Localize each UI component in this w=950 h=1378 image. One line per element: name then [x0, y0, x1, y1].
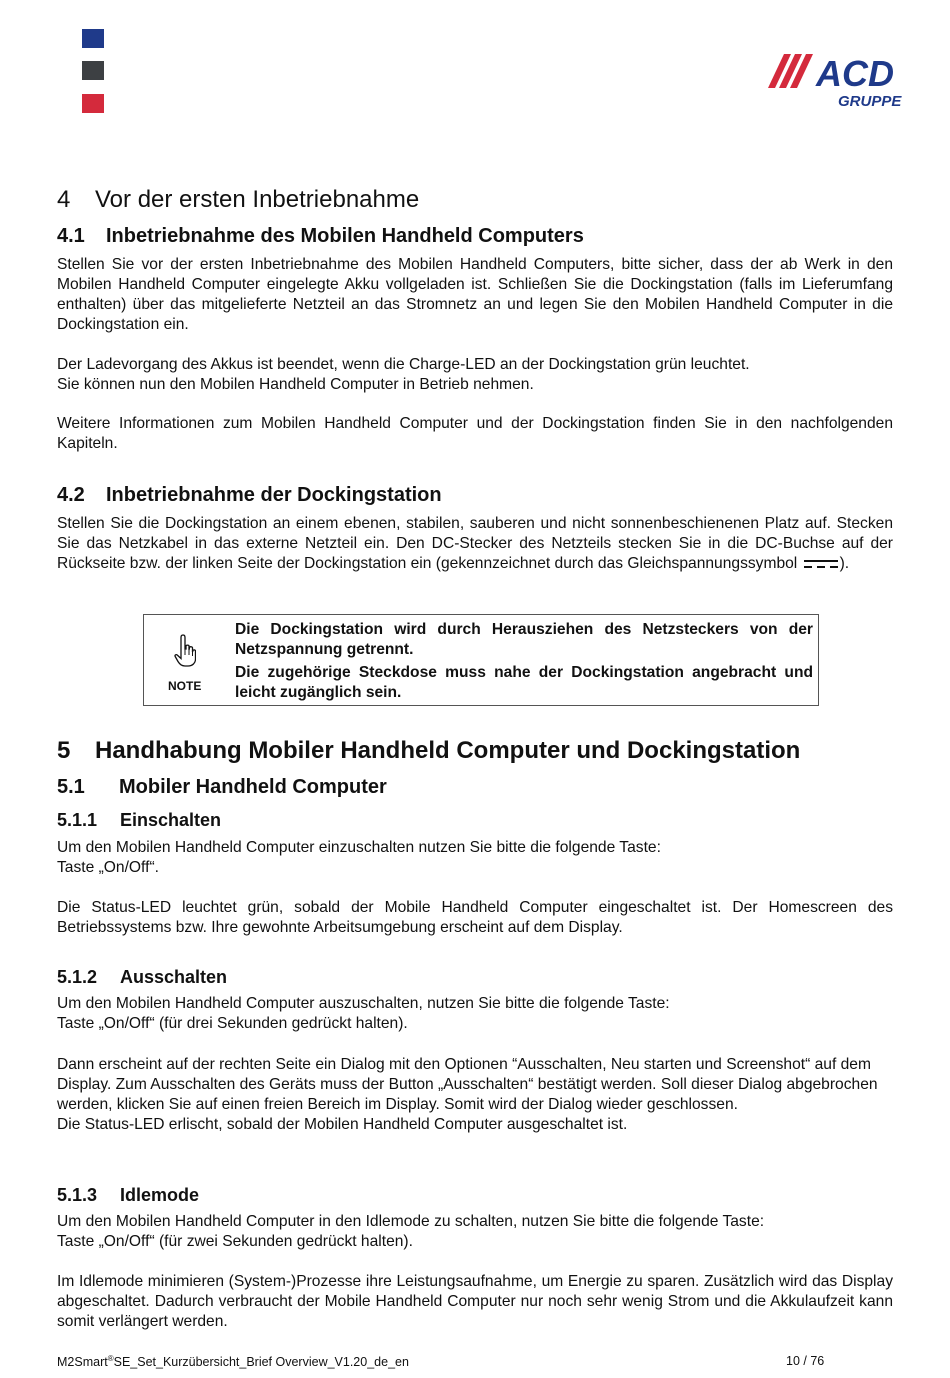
paragraph: Um den Mobilen Handheld Computer einzuschalten nutzen Sie bitte die folgende Taste: Taste „On/Off“.: [57, 839, 661, 876]
dc-voltage-icon: [804, 559, 838, 569]
paragraph: Dann erscheint auf der rechten Seite ein Dialog mit den Optionen “Ausschalten, Neu starten und Screenshot“ auf dem Display. Zum Ausschalten des Geräts muss der Button „Ausschalten“ bestätigt werden. Soll dieser Dialog abgebrochen werden, klicken Sie auf einen freien Bereich im Display. Somit wird der Dialog wieder geschlossen. Die Status-LED erlischt, sobald der Mobilen Handheld Computer ausgeschaltet ist.: [57, 1056, 878, 1133]
section-number: 4.1: [57, 225, 85, 247]
section-5-1-2-heading: [57, 967, 227, 988]
section-title: Mobiler Handheld Computer: [119, 776, 387, 798]
section-4-heading: [57, 186, 419, 214]
note-text: [235, 620, 813, 706]
section-title: Einschalten: [120, 810, 222, 830]
note-line: Die Dockingstation wird durch Herausziehen des Netzsteckers von der Netzspannung getrennt.: [235, 621, 813, 658]
note-line: Die zugehörige Steckdose muss nahe der Dockingstation angebracht und leicht zugänglich sein.: [235, 664, 813, 701]
section-title: Inbetriebnahme des Mobilen Handheld Computers: [106, 225, 584, 247]
section-title: Vor der ersten Inbetriebnahme: [95, 186, 420, 213]
paragraph: Um den Mobilen Handheld Computer auszuschalten, nutzen Sie bitte die folgende Taste: Taste „On/Off“ (für drei Sekunden gedrückt halten).: [57, 995, 670, 1032]
section-title: Ausschalten: [120, 967, 228, 987]
section-title: Inbetriebnahme der Dockingstation: [106, 484, 442, 506]
section-5-1-3-heading: [57, 1185, 199, 1206]
section-4-2-heading: [57, 484, 442, 507]
section-title: Handhabung Mobiler Handheld Computer und Dockingstation: [95, 737, 801, 764]
paragraph: Um den Mobilen Handheld Computer in den Idlemode zu schalten, nutzen Sie bitte die folgende Taste: Taste „On/Off“ (für zwei Sekunden gedrückt halten).: [57, 1213, 765, 1250]
section-number: 5.1.1: [57, 810, 98, 830]
logo-subtext: GRUPPE: [838, 93, 902, 110]
section-5-1-1-heading: [57, 810, 221, 831]
logo-square-blue: [82, 29, 104, 48]
note-box: [143, 614, 819, 706]
note-label: NOTE: [168, 679, 202, 693]
paragraph: Weitere Informationen zum Mobilen Handheld Computer und der Dockingstation finden Sie in den nachfolgenden Kapiteln.: [57, 415, 893, 452]
paragraph: Der Ladevorgang des Akkus ist beendet, wenn die Charge-LED an der Dockingstation grün leuchtet. Sie können nun den Mobilen Handheld Computer in Betrieb nehmen.: [57, 356, 750, 393]
footer-page-number: 10 / 76: [786, 1354, 825, 1368]
section-number: 5.1.3: [57, 1185, 98, 1205]
section-number: 5.1.2: [57, 967, 98, 987]
paragraph: Stellen Sie vor der ersten Inbetriebnahme des Mobilen Handheld Computers, bitte sicher, dass der ab Werk in den Mobilen Handheld Computer eingelegte Akku vollgeladen ist. Schließen Sie die Dockingstation (falls im Lieferumfang enthalten) über das mitgelieferte Netzteil an das Stromnetz an und legen Sie den Mobilen Handheld Computer in die Dockingstation ein.: [57, 256, 893, 333]
paragraph: Die Status-LED leuchtet grün, sobald der Mobile Handheld Computer eingeschaltet ist. Der Homescreen des Betriebssystems bzw. Ihre gewohnte Arbeitsumgebung erscheint auf dem Display.: [57, 899, 893, 936]
acd-gruppe-logo: [766, 48, 922, 112]
logo-text: ACD: [816, 53, 894, 94]
paragraph: Stellen Sie die Dockingstation an einem ebenen, stabilen, sauberen und nicht sonnenbeschienenen Platz auf. Stecken Sie das Netzkabel in das externe Netzteil ein. Den DC-Stecker des Netzteils stecken Sie in die DC-Buchse auf der Rückseite bzw. der linken Seite der Dockingstation ein (gekennzeichnet durch das Gleichspannungssymbol ).: [57, 515, 893, 572]
pointing-hand-icon: [174, 633, 196, 669]
section-4-1-heading: [57, 225, 584, 248]
section-number: 4: [57, 186, 71, 213]
section-number: 4.2: [57, 484, 85, 506]
section-5-heading: [57, 737, 800, 765]
section-title: Idlemode: [120, 1185, 200, 1205]
paragraph: Im Idlemode minimieren (System-)Prozesse ihre Leistungsaufnahme, um Energie zu sparen. Zusätzlich wird das Display abgeschaltet. Dadurch verbraucht der Mobile Handheld Computer nur noch sehr wenig Strom und die Akkulaufzeit kann somit verlängert werden.: [57, 1273, 893, 1330]
logo-square-gray: [82, 61, 104, 80]
logo-square-red: [82, 94, 104, 113]
section-number: 5: [57, 737, 71, 764]
section-5-1-heading: [57, 776, 387, 799]
section-number: 5.1: [57, 776, 85, 798]
footer-document-name: M2Smart®SE_Set_Kurzübersicht_Brief Overview_V1.20_de_en: [57, 1354, 409, 1370]
